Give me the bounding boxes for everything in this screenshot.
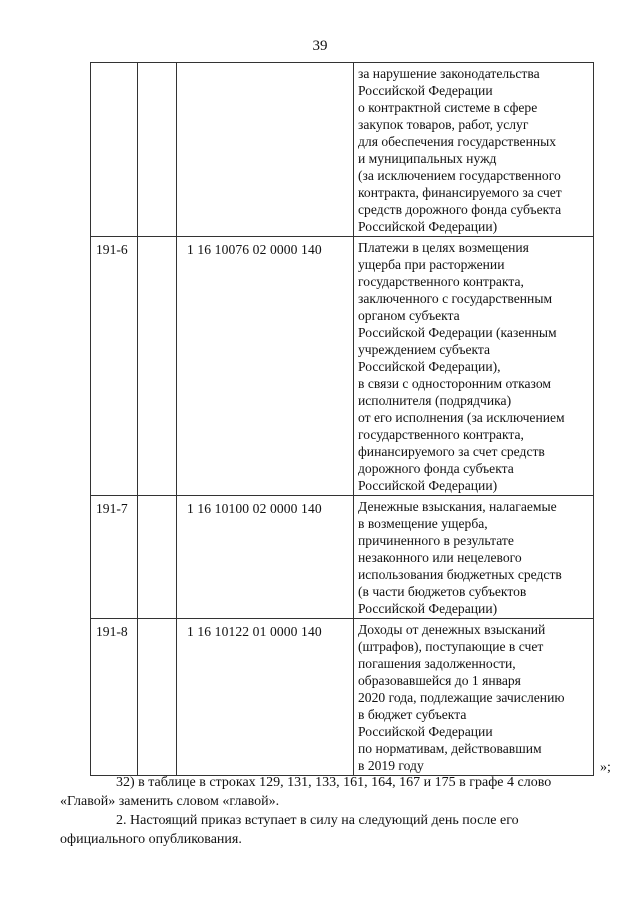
description-line: Платежи в целях возмещения	[358, 240, 529, 255]
description-line: Российской Федерации	[358, 724, 493, 739]
description-cell	[354, 496, 594, 619]
description-line: о контрактной системе в сфере	[358, 100, 538, 115]
description-line: (за исключением государственного	[358, 168, 561, 183]
description-cell	[354, 237, 594, 496]
description-line: и муниципальных нужд	[358, 151, 497, 166]
closing-quote: »;	[600, 760, 611, 775]
description-line: органом субъекта	[358, 308, 460, 323]
description-cell	[354, 63, 594, 237]
description-line: образовавшейся до 1 января	[358, 673, 521, 688]
description-line: незаконного или нецелевого	[358, 550, 522, 565]
description-line: Российской Федерации	[358, 83, 493, 98]
row-number-cell	[91, 63, 138, 237]
table-row	[91, 496, 594, 619]
paragraph-2-line-1: 2. Настоящий приказ вступает в силу на следующий день после его	[116, 813, 519, 828]
description-line: Доходы от денежных взысканий	[358, 622, 546, 637]
paragraph-item-32	[60, 773, 612, 811]
row-number-cell: 191-7	[91, 496, 138, 619]
paragraph-2-line-2: официального опубликования.	[60, 832, 242, 847]
row-number-cell: 191-8	[91, 619, 138, 776]
page-number: 39	[312, 38, 328, 54]
table-row	[91, 63, 594, 237]
description-line: в 2019 году	[358, 758, 424, 773]
description-line: Российской Федерации)	[358, 601, 498, 616]
description-cell	[354, 619, 594, 776]
description-line: (в части бюджетов субъектов	[358, 584, 527, 599]
row-number-cell: 191-6	[91, 237, 138, 496]
budget-codes-table	[90, 62, 594, 776]
empty-cell	[138, 63, 177, 237]
table-row	[91, 619, 594, 776]
empty-cell	[138, 237, 177, 496]
description-line: исполнителя (подрядчика)	[358, 393, 512, 408]
description-line: для обеспечения государственных	[358, 134, 557, 149]
budget-code-cell	[177, 63, 354, 237]
budget-code-cell: 1 16 10100 02 0000 140	[177, 496, 354, 619]
description-line: дорожного фонда субъекта	[358, 461, 514, 476]
description-line: в возмещение ущерба,	[358, 516, 488, 531]
table-body	[91, 63, 594, 776]
budget-code-cell: 1 16 10076 02 0000 140	[177, 237, 354, 496]
description-line: Денежные взыскания, налагаемые	[358, 499, 557, 514]
description-line: заключенного с государственным	[358, 291, 553, 306]
description-line: использования бюджетных средств	[358, 567, 562, 582]
table-row	[91, 237, 594, 496]
description-line: финансируемого за счет средств	[358, 444, 545, 459]
empty-cell	[138, 496, 177, 619]
budget-code-cell: 1 16 10122 01 0000 140	[177, 619, 354, 776]
description-line: ущерба при расторжении	[358, 257, 505, 272]
paragraph-2	[60, 811, 612, 849]
description-line: Российской Федерации)	[358, 478, 498, 493]
description-line: закупок товаров, работ, услуг	[358, 117, 529, 132]
paragraph-item-32-line-2: «Главой» заменить словом «главой».	[60, 794, 280, 809]
description-line: Российской Федерации),	[358, 359, 501, 374]
description-line: 2020 года, подлежащие зачислению	[358, 690, 565, 705]
description-line: в связи с односторонним отказом	[358, 376, 551, 391]
description-line: контракта, финансируемого за счет	[358, 185, 562, 200]
description-line: причиненного в результате	[358, 533, 514, 548]
description-line: по нормативам, действовавшим	[358, 741, 542, 756]
description-line: государственного контракта,	[358, 274, 524, 289]
description-line: в бюджет субъекта	[358, 707, 467, 722]
description-line: Российской Федерации)	[358, 219, 498, 234]
description-line: погашения задолженности,	[358, 656, 516, 671]
description-line: средств дорожного фонда субъекта	[358, 202, 562, 217]
description-line: Российской Федерации (казенным	[358, 325, 557, 340]
paragraph-item-32-line-1: 32) в таблице в строках 129, 131, 133, 161, 164, 167 и 175 в графе 4 слово	[116, 775, 552, 790]
description-line: от его исполнения (за исключением	[358, 410, 565, 425]
description-line: (штрафов), поступающие в счет	[358, 639, 544, 654]
description-line: государственного контракта,	[358, 427, 524, 442]
description-line: учреждением субъекта	[358, 342, 491, 357]
description-line: за нарушение законодательства	[358, 66, 540, 81]
empty-cell	[138, 619, 177, 776]
